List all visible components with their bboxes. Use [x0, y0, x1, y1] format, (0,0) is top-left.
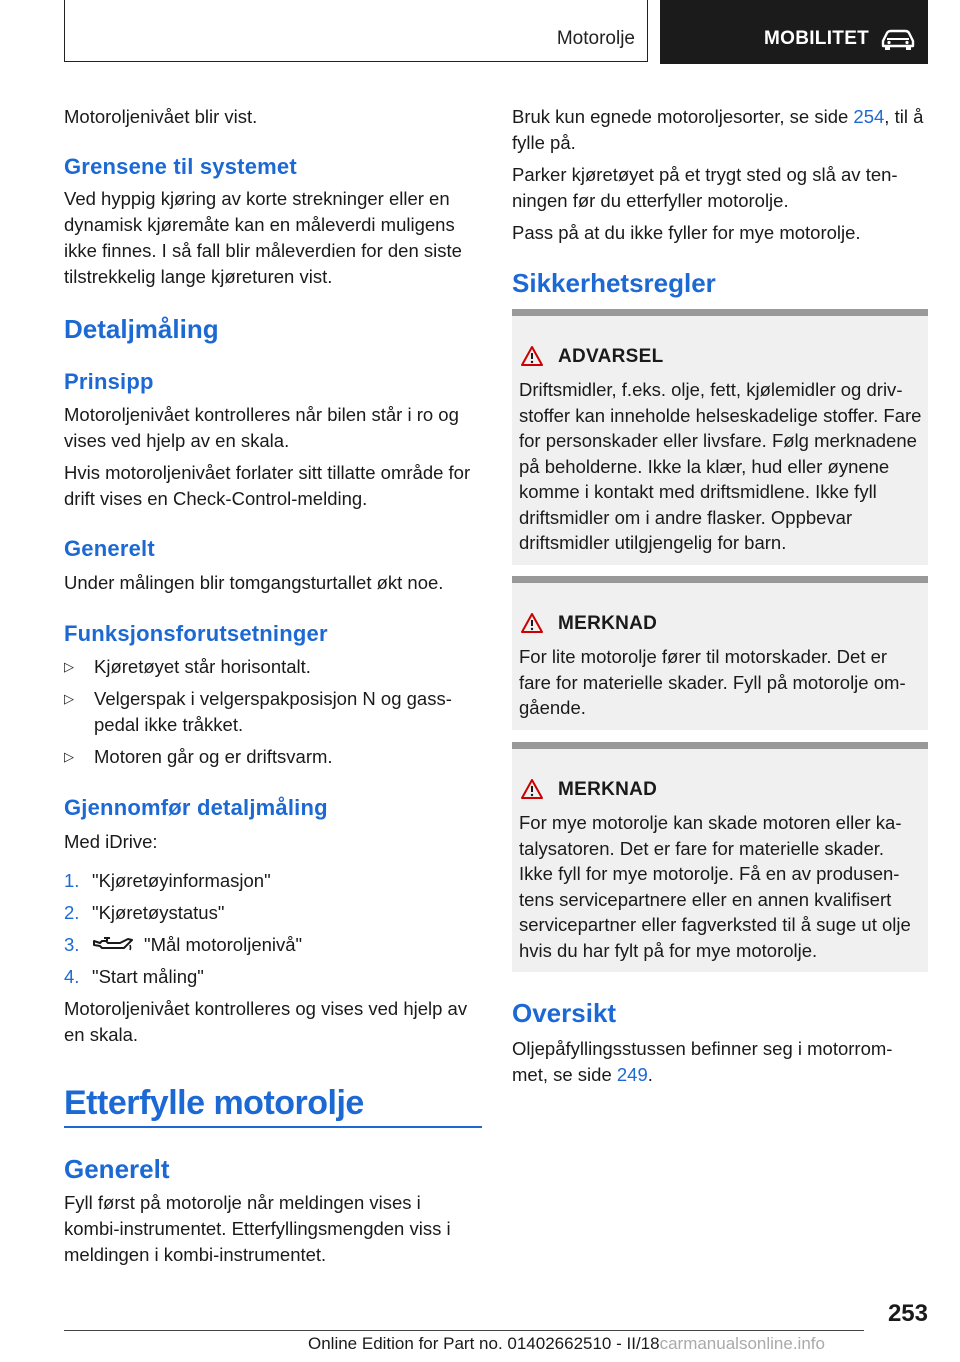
- header-section-box: [64, 0, 648, 62]
- text-idrive: Med iDrive:: [64, 831, 158, 852]
- text-oil-types: Bruk kun egnede motoroljesorter, se side 254, til å fylle på.: [512, 106, 924, 153]
- triangle-bullet-icon: ▷: [64, 691, 74, 706]
- text-not-too-much: Pass på at du ikke fyller for mye motorolje.: [512, 222, 861, 243]
- car-icon: [880, 27, 916, 51]
- text-prinsipp-2: Hvis motoroljenivået forlater sitt tillatte område for drift vises en Check-Control-melding.: [64, 462, 471, 509]
- header-section-title: Motorolje: [556, 28, 635, 49]
- heading-oversikt: Oversikt: [512, 998, 617, 1028]
- heading-funksjonsforutsetninger: Funksjonsforutsetninger: [64, 621, 328, 646]
- note-title: MERKNAD: [558, 613, 658, 634]
- warning-box-advarsel: [512, 309, 928, 565]
- footer-rule: [64, 1330, 864, 1331]
- oil-can-icon: [92, 936, 134, 954]
- edition-text: Online Edition for Part no. 01402662510 - II/18carmanualsonline.info: [308, 1334, 825, 1353]
- heading-sikkerhetsregler: Sikkerhetsregler: [512, 268, 716, 298]
- heading-etterfylle: Etterfylle motorolje: [64, 1084, 364, 1122]
- note-body: For lite motorolje fører til motorskader. Det er fare for materielle skader. Fyll på motorolje omgående.: [519, 646, 906, 718]
- warning-triangle-icon: [520, 778, 544, 800]
- page-link-249[interactable]: 249: [616, 1064, 648, 1085]
- header-chapter-tab: [660, 0, 928, 64]
- note-box-1: [512, 576, 928, 730]
- page-link-254[interactable]: 254: [853, 106, 885, 127]
- text-generelt-2: Fyll først på motorolje når meldingen vises i kombi-instrumentet. Etterfyllingsmengden viss i meldingen i kombi-instrumentet.: [64, 1192, 451, 1265]
- page-header: [64, 0, 928, 64]
- text-prinsipp-1: Motoroljenivået kontrolleres når bilen står i ro og vises ved hjelp av en skala.: [64, 404, 459, 451]
- heading-prinsipp: Prinsipp: [64, 369, 154, 394]
- heading-gjennomfor: Gjennomfør detaljmåling: [64, 795, 328, 820]
- heading-detaljmaling: Detaljmåling: [64, 314, 219, 344]
- note-title: MERKNAD: [558, 779, 658, 800]
- triangle-bullet-icon: ▷: [64, 749, 74, 764]
- warning-title: ADVARSEL: [558, 346, 664, 367]
- text-grensene: Ved hyppig kjøring av korte strekninger eller en dynamisk kjøremåte kan en måleverdi muligens ikke finnes. I så fall blir måleverdien for den siste tilstrekkelig lange kjøreturen vist.: [64, 188, 462, 287]
- intro-text: Motoroljenivået blir vist.: [64, 106, 258, 127]
- page-number: 253: [887, 1300, 928, 1327]
- note-box-2: [512, 742, 928, 972]
- watermark: carmanualsonline.info: [659, 1334, 825, 1353]
- header-chapter-label: MOBILITET: [764, 28, 870, 49]
- text-oversikt: Oljepåfyllingsstussen befinner seg i motorrommet, se side 249.: [512, 1038, 893, 1085]
- warning-triangle-icon: [520, 612, 544, 634]
- heading-generelt-2: Generelt: [64, 1154, 170, 1184]
- triangle-bullet-icon: ▷: [64, 659, 74, 674]
- heading-rule: [64, 1126, 482, 1128]
- note-body: For mye motorolje kan skade motoren eller katalysatoren. Det er fare for materielle skader. Ikke fyll for mye motorolje. Få en av produsentens servicepartnere eller en annen kvalifisert servicepartner eller fagverksted til å suge ut olje hvis du har fylt på for mye motorolje.: [519, 812, 911, 961]
- heading-grensene: Grensene til systemet: [64, 154, 297, 179]
- text-generelt: Under målingen blir tomgangsturtallet økt noe.: [64, 572, 444, 593]
- warning-body: Driftsmidler, f.eks. olje, fett, kjølemidler og drivstoffer kan inneholde helseskadelige stoffer. Fare for personskader eller livsfare. Følg merknadene på beholderne. Ikke la klær, hud eller øynene komme i kontakt med driftsmidlene. Ikke fyll driftsmidler om i andre flasker. Oppbevar driftsmidler utilgjengelig for barn.: [519, 379, 922, 553]
- warning-triangle-icon: [520, 345, 544, 367]
- text-park: Parker kjøretøyet på et trygt sted og slå av tenningen før du etterfyller motorolje.: [512, 164, 898, 211]
- text-result: Motoroljenivået kontrolleres og vises ved hjelp av en skala.: [64, 998, 468, 1045]
- heading-generelt: Generelt: [64, 536, 155, 561]
